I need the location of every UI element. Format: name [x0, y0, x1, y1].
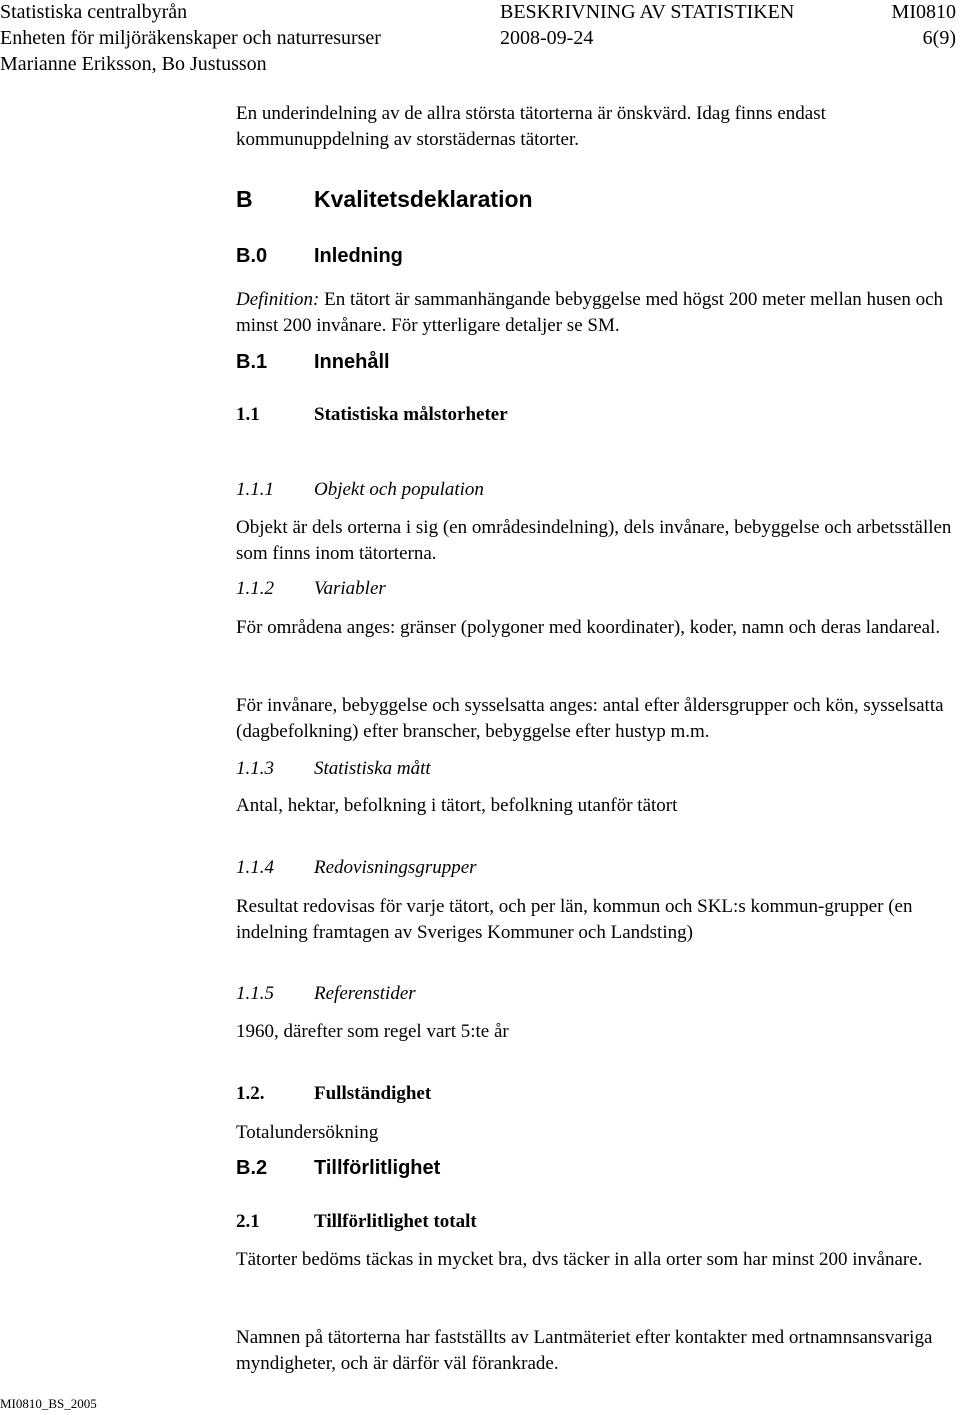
- matt-paragraph: Antal, hektar, befolkning i tätort, befolkning utanför tätort: [236, 795, 678, 816]
- header-doc-type: BESKRIVNING AV STATISTIKEN: [500, 1, 795, 23]
- header-code: MI0810: [891, 1, 956, 23]
- header-unit: Enheten för miljöräkenskaper och naturresurser: [0, 27, 381, 49]
- section-number: B.0: [236, 245, 268, 267]
- section-number: 1.1.1: [236, 479, 274, 500]
- section-1-1-2-heading: [236, 578, 936, 606]
- section-number: 1.1.5: [236, 983, 274, 1004]
- section-title: Objekt och population: [314, 479, 484, 500]
- section-1-1-4-heading: [236, 857, 936, 885]
- section-number: B.1: [236, 351, 268, 373]
- page-footer: MI0810_BS_2005: [0, 1396, 97, 1411]
- section-title: Kvalitetsdeklaration: [314, 186, 533, 212]
- definition-paragraph: [236, 287, 956, 339]
- section-title: Inledning: [314, 245, 403, 267]
- section-b2-heading: [236, 1157, 936, 1185]
- tillforlitlighet-paragraph-2: Namnen på tätorterna har fastställts av Lantmäteriet efter kontakter med ortnamnsansvariga myndigheter, och är därför väl förankrade.: [236, 1327, 933, 1374]
- section-1-1-1-heading: [236, 479, 936, 507]
- section-title: Tillförlitlighet totalt: [314, 1211, 477, 1232]
- section-1-1-3-heading: [236, 758, 936, 786]
- variabler-paragraph-2: För invånare, bebyggelse och sysselsatta anges: antal efter åldersgrupper och kön, sysselsatta (dagbefolkning) efter branscher, bebyggelse efter hustyp m.m.: [236, 695, 944, 742]
- section-title: Fullständighet: [314, 1083, 432, 1104]
- header-date: 2008-09-24: [500, 27, 594, 49]
- header-authors: Marianne Eriksson, Bo Justusson: [0, 53, 267, 75]
- definition-label: Definition:: [236, 289, 320, 310]
- section-title: Referenstider: [314, 983, 416, 1004]
- section-1-1-heading: [236, 404, 936, 432]
- section-title: Tillförlitlighet: [314, 1157, 441, 1179]
- objekt-paragraph: Objekt är dels orterna i sig (en områdesindelning), dels invånare, bebyggelse och arbetsställen som finns inom tätorterna.: [236, 517, 952, 564]
- definition-text: En tätort är sammanhängande bebyggelse med högst 200 meter mellan husen och minst 200 invånare. För ytterligare detaljer se SM.: [236, 289, 944, 336]
- section-title: Variabler: [314, 578, 386, 599]
- referenstider-paragraph: 1960, därefter som regel vart 5:te år: [236, 1021, 509, 1042]
- section-title: Statistiska målstorheter: [314, 404, 508, 425]
- fullstandighet-paragraph: Totalundersökning: [236, 1122, 379, 1143]
- redovisning-paragraph: Resultat redovisas för varje tätort, och per län, kommun och SKL:s kommun-grupper (en indelning framtagen av Sveriges Kommuner och Landsting): [236, 896, 913, 943]
- section-number: 1.2.: [236, 1083, 265, 1104]
- section-title: Redovisningsgrupper: [314, 857, 477, 878]
- section-number: 1.1.4: [236, 857, 274, 878]
- section-number: B: [236, 186, 253, 212]
- variabler-paragraph-1: För områdena anges: gränser (polygoner med koordinater), koder, namn och deras landareal.: [236, 617, 941, 638]
- tillforlitlighet-paragraph-1: Tätorter bedöms täckas in mycket bra, dvs täcker in alla orter som har minst 200 invånare.: [236, 1249, 923, 1270]
- section-1-2-heading: [236, 1083, 936, 1111]
- section-number: 1.1: [236, 404, 260, 425]
- section-title: Innehåll: [314, 351, 390, 373]
- section-number: 1.1.3: [236, 758, 274, 779]
- section-b-heading: [236, 186, 936, 214]
- section-b1-heading: [236, 351, 936, 379]
- section-number: 1.1.2: [236, 578, 274, 599]
- section-1-1-5-heading: [236, 983, 936, 1011]
- section-title: Statistiska mått: [314, 758, 431, 779]
- section-2-1-heading: [236, 1211, 936, 1239]
- section-number: 2.1: [236, 1211, 260, 1232]
- section-number: B.2: [236, 1157, 268, 1179]
- header-page: 6(9): [922, 27, 956, 49]
- header-org: Statistiska centralbyrån: [0, 1, 188, 23]
- section-b0-heading: [236, 245, 936, 273]
- intro-paragraph: En underindelning av de allra största tätorterna är önskvärd. Idag finns endast kommunuppdelning av storstädernas tätorter.: [236, 103, 826, 150]
